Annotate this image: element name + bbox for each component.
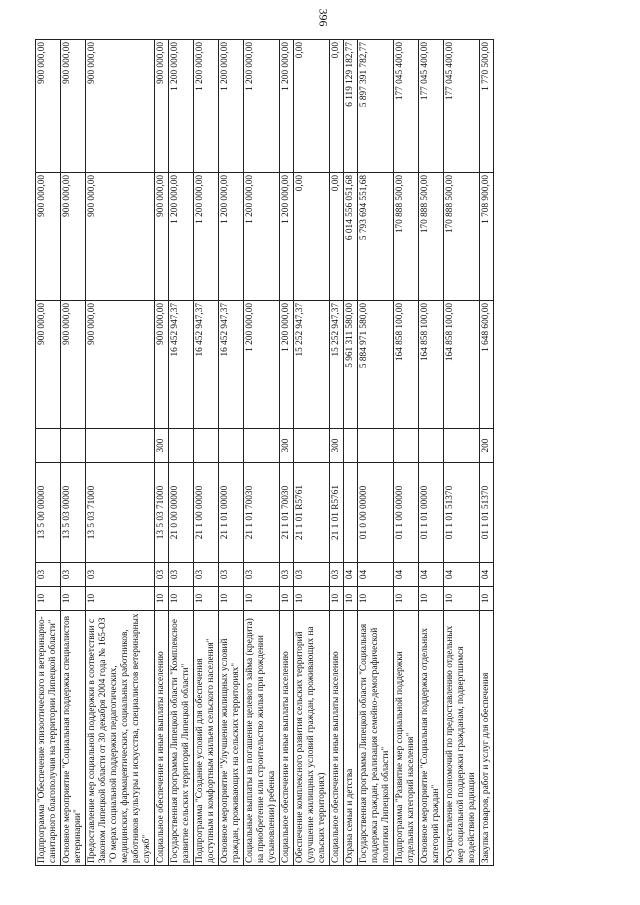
row-name: Основное мероприятие "Социальная поддержка отдельных категорий граждан" [419,610,444,865]
row-expense-type [86,428,155,462]
row-amount-year2: 1 200 000,00 [244,172,280,300]
row-name: Основное мероприятие "Улучшение жилищных условий граждан, проживающих на сельских территориях" [219,610,244,865]
row-amount-year2: 900 000,00 [61,172,86,300]
row-amount-year2: 1 708 900,00 [480,172,494,300]
row-expense-type: 200 [480,428,494,462]
row-section: 10 [344,586,358,610]
row-amount-year2: 170 888 500,00 [394,172,419,300]
row-subsection: 03 [61,562,86,586]
row-amount-year2: 6 014 556 051,68 [344,172,358,300]
row-amount-year2: 5 793 694 551,68 [358,172,394,300]
row-amount-year2: 0,00 [330,172,344,300]
row-target-article: 21 1 01 70030 [280,462,294,562]
table-row [419,39,444,865]
page-number: 396 [316,8,331,27]
row-expense-type [344,428,358,462]
row-section: 10 [86,586,155,610]
table-row [194,39,219,865]
row-target-article: 13 5 03 00000 [61,462,86,562]
row-subsection: 03 [244,562,280,586]
row-amount-year3: 177 045 400,00 [394,39,419,172]
row-amount-year3: 900 000,00 [61,39,86,172]
row-target-article: 21 1 01 70030 [244,462,280,562]
table-row [61,39,86,865]
row-expense-type [394,428,419,462]
row-name: Закупка товаров, работ и услуг для обеспечения [480,610,494,865]
row-name: Социальное обеспечение и иные выплаты населению [330,610,344,865]
row-name: Социальное обеспечение и иные выплаты населению [155,610,169,865]
row-amount-year1: 16 452 947,37 [194,300,219,428]
table-row [86,39,155,865]
row-expense-type [36,428,61,462]
row-target-article: 01 1 00 00000 [394,462,419,562]
budget-table-body [36,39,494,865]
row-expense-type: 300 [280,428,294,462]
table-row [219,39,244,865]
row-amount-year2: 1 200 000,00 [219,172,244,300]
table-row [330,39,344,865]
row-amount-year3: 1 770 500,00 [480,39,494,172]
row-amount-year1: 1 200 000,00 [244,300,280,428]
table-row [358,39,394,865]
row-section: 10 [294,586,330,610]
row-amount-year3: 1 200 000,00 [280,39,294,172]
row-amount-year2: 1 200 000,00 [194,172,219,300]
row-section: 10 [36,586,61,610]
table-row [344,39,358,865]
row-amount-year3: 177 045 400,00 [419,39,444,172]
row-target-article: 13 5 03 71000 [86,462,155,562]
row-expense-type [419,428,444,462]
row-amount-year2: 0,00 [294,172,330,300]
row-amount-year2: 900 000,00 [155,172,169,300]
row-section: 10 [394,586,419,610]
row-amount-year2: 900 000,00 [36,172,61,300]
row-name: Осуществление полномочий по предоставлению отдельных мер социальной поддержки гражданам, подвергшимся воздействию радиации [444,610,480,865]
row-name: Государственная программа Липецкой области "Комплексное развитие сельских территорий Липецкой области" [169,610,194,865]
row-amount-year2: 170 888 500,00 [419,172,444,300]
row-amount-year1: 16 452 947,37 [169,300,194,428]
row-name: Подпрограмма "Обеспечение эпизоотического и ветеринарно-санитарного благополучия на территории Липецкой области" [36,610,61,865]
row-expense-type [244,428,280,462]
row-amount-year3: 5 897 391 782,77 [358,39,394,172]
row-subsection: 03 [155,562,169,586]
row-amount-year3: 900 000,00 [155,39,169,172]
row-target-article: 13 5 03 71000 [155,462,169,562]
row-subsection: 04 [419,562,444,586]
row-amount-year3: 1 200 000,00 [219,39,244,172]
row-target-article: 13 5 00 00000 [36,462,61,562]
row-target-article: 21 1 01 00000 [219,462,244,562]
table-row [394,39,419,865]
row-amount-year1: 1 648 600,00 [480,300,494,428]
table-row [480,39,494,865]
row-section: 10 [480,586,494,610]
row-section: 10 [419,586,444,610]
row-amount-year1: 15 252 947,37 [330,300,344,428]
budget-table [35,39,494,866]
row-target-article: 01 1 01 51370 [480,462,494,562]
row-amount-year3: 1 200 000,00 [244,39,280,172]
row-section: 10 [169,586,194,610]
row-section: 10 [219,586,244,610]
row-name: Подпрограмма "Развитие мер социальной поддержки отдельных категорий населения" [394,610,419,865]
row-name: Обеспечение комплексного развития сельских территорий (улучшение жилищных условий граждан, проживающих на сельских территориях) [294,610,330,865]
row-target-article: 21 1 00 00000 [194,462,219,562]
row-amount-year1: 16 452 947,37 [219,300,244,428]
row-subsection: 04 [344,562,358,586]
row-expense-type [61,428,86,462]
row-section: 10 [155,586,169,610]
row-name: Социальные выплаты на погашение целевого займа (кредита) на приобретение или строительство жилья при рождении (усыновлении) ребенка [244,610,280,865]
row-amount-year3: 0,00 [330,39,344,172]
row-section: 10 [244,586,280,610]
row-target-article: 21 1 01 R5761 [294,462,330,562]
row-expense-type [294,428,330,462]
row-expense-type: 300 [330,428,344,462]
row-section: 10 [194,586,219,610]
row-expense-type [444,428,480,462]
row-amount-year1: 164 858 100,00 [394,300,419,428]
row-subsection: 03 [330,562,344,586]
row-amount-year1: 164 858 100,00 [419,300,444,428]
row-amount-year1: 900 000,00 [155,300,169,428]
row-amount-year3: 1 200 000,00 [169,39,194,172]
row-name: Подпрограмма "Создание условий для обеспечения доступным и комфортным жильем сельского населения" [194,610,219,865]
row-section: 10 [61,586,86,610]
row-expense-type: 300 [155,428,169,462]
row-amount-year2: 170 888 500,00 [444,172,480,300]
table-row [169,39,194,865]
row-amount-year3: 1 200 000,00 [194,39,219,172]
row-section: 10 [280,586,294,610]
row-amount-year3: 6 119 129 182,77 [344,39,358,172]
row-amount-year1: 900 000,00 [61,300,86,428]
row-subsection: 03 [294,562,330,586]
row-target-article: 21 0 00 00000 [169,462,194,562]
row-subsection: 03 [280,562,294,586]
row-amount-year2: 1 200 000,00 [169,172,194,300]
row-subsection: 04 [358,562,394,586]
table-row [444,39,480,865]
row-target-article: 21 1 01 R5761 [330,462,344,562]
row-amount-year1: 5 961 311 580,00 [344,300,358,428]
row-amount-year1: 5 884 971 580,00 [358,300,394,428]
row-amount-year1: 900 000,00 [86,300,155,428]
row-subsection: 03 [219,562,244,586]
row-amount-year3: 900 000,00 [36,39,61,172]
row-expense-type [219,428,244,462]
row-amount-year3: 900 000,00 [86,39,155,172]
row-amount-year3: 177 045 400,00 [444,39,480,172]
table-row [294,39,330,865]
row-section: 10 [444,586,480,610]
row-section: 10 [330,586,344,610]
row-amount-year1: 15 252 947,37 [294,300,330,428]
row-expense-type [194,428,219,462]
row-name: Основное мероприятие "Социальная поддержка специалистов ветеринарии" [61,610,86,865]
row-target-article [344,462,358,562]
row-name: Социальное обеспечение и иные выплаты населению [280,610,294,865]
rotated-page [35,40,605,866]
row-name: Предоставление мер социальной поддержки в соответствии с Законом Липецкой области от 30 декабря 2004 года № 165-ОЗ "О мерах социальной поддержки педагогических, медицинских, фармацевтических, социальных работников, работников культуры и искусства, специалистов ветеринарных служб" [86,610,155,865]
row-subsection: 03 [86,562,155,586]
table-row [244,39,280,865]
row-target-article: 01 0 00 00000 [358,462,394,562]
row-name: Государственная программа Липецкой области "Социальная поддержка граждан, реализация семейно-демографической политики Липецкой области" [358,610,394,865]
table-row [36,39,61,865]
row-name: Охрана семьи и детства [344,610,358,865]
row-expense-type [169,428,194,462]
row-amount-year2: 900 000,00 [86,172,155,300]
row-amount-year2: 1 200 000,00 [280,172,294,300]
row-amount-year1: 1 200 000,00 [280,300,294,428]
row-section: 10 [358,586,394,610]
row-subsection: 03 [169,562,194,586]
row-amount-year1: 900 000,00 [36,300,61,428]
row-subsection: 04 [444,562,480,586]
row-amount-year3: 0,00 [294,39,330,172]
row-target-article: 01 1 01 00000 [419,462,444,562]
row-expense-type [358,428,394,462]
row-target-article: 01 1 01 51370 [444,462,480,562]
row-subsection: 04 [394,562,419,586]
row-subsection: 04 [480,562,494,586]
row-subsection: 03 [36,562,61,586]
table-row [280,39,294,865]
row-subsection: 03 [194,562,219,586]
table-row [155,39,169,865]
row-amount-year1: 164 858 100,00 [444,300,480,428]
